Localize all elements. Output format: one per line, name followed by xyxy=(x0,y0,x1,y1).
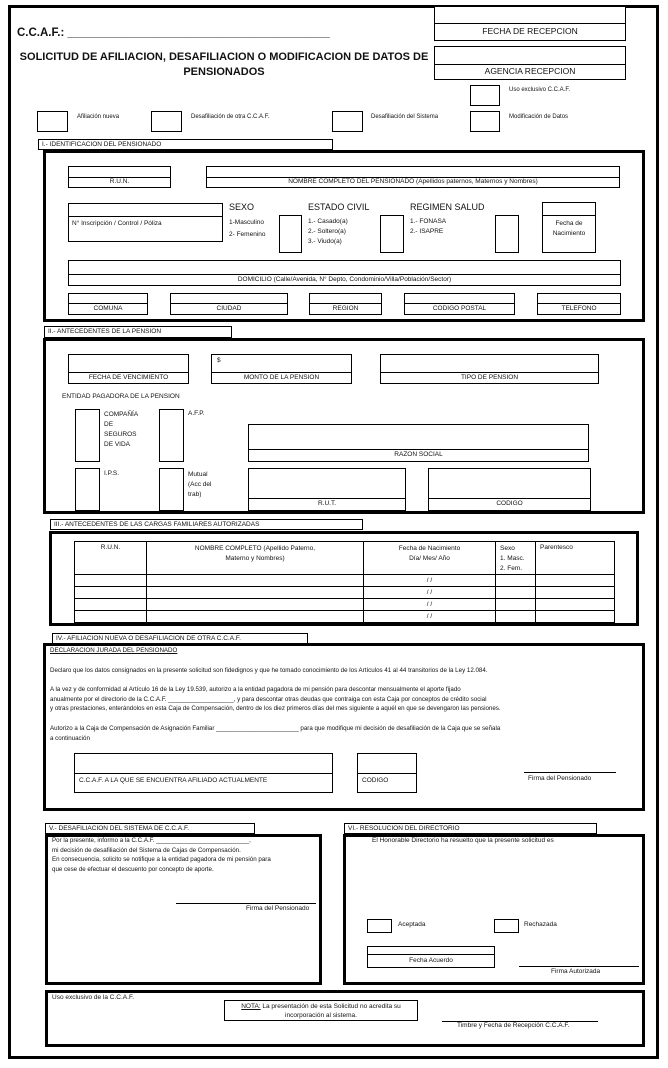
comuna-field[interactable]: COMUNA xyxy=(68,293,148,315)
cell-run[interactable] xyxy=(75,599,147,611)
table-row xyxy=(75,575,615,587)
timbre-label: Timbre y Fecha de Recepción C.C.A.F. xyxy=(457,1022,570,1029)
cell-parentesco[interactable] xyxy=(536,575,615,587)
codigo-postal-field[interactable]: CODIGO POSTAL xyxy=(404,293,515,315)
table-row xyxy=(75,611,615,623)
ips-checkbox[interactable] xyxy=(75,468,100,511)
codigo-entidad-field[interactable]: CODIGO xyxy=(428,468,591,511)
afiliacion-nueva-label: Afiliación nueva xyxy=(77,114,120,120)
afp-checkbox[interactable] xyxy=(159,409,184,462)
nota-box: NOTA: La presentación de esta Solicitud no acredita su incorporación al sistema. xyxy=(224,1000,418,1021)
fecha-recepcion-field[interactable] xyxy=(434,6,626,41)
afp-label: A.F.P. xyxy=(188,410,205,417)
ccaf-actual-field[interactable]: C.C.A.F. A LA QUE SE ENCUENTRA AFILIADO ACTUALMENTE xyxy=(74,753,333,793)
cell-nombre[interactable] xyxy=(147,587,364,599)
cell-parentesco[interactable] xyxy=(536,587,615,599)
agencia-recepcion-label: AGENCIA RECEPCION xyxy=(484,66,576,76)
estado-civil-input[interactable] xyxy=(380,215,404,253)
section-2-title: II.- ANTECEDENTES DE LA PENSION xyxy=(44,326,232,338)
tipo-pension-field[interactable]: TIPO DE PENSION xyxy=(380,354,599,384)
cell-run[interactable] xyxy=(75,575,147,587)
declaracion-jurada-heading: DECLARACION JURADA DEL PENSIONADO xyxy=(50,647,178,654)
cell-sexo[interactable] xyxy=(496,575,536,587)
razon-social-field[interactable]: RAZON SOCIAL xyxy=(248,424,589,462)
ips-label: I.P.S. xyxy=(104,470,120,477)
form-title: SOLICITUD DE AFILIACION, DESAFILIACION O MODIFICACION DE DATOS DE PENSIONADOS xyxy=(19,51,429,78)
entidad-pagadora-title: ENTIDAD PAGADORA DE LA PENSION xyxy=(62,393,180,400)
resolucion-text: El Honorable Directorio ha resuelto que la presente solicitud es xyxy=(372,837,554,844)
firma-pensionado-label-5: Firma del Pensionado xyxy=(246,905,310,912)
regimen-salud-options: 1.- FONASA 2.- ISAPRE xyxy=(410,218,447,235)
afiliacion-nueva-checkbox[interactable] xyxy=(37,111,68,132)
fecha-acuerdo-field[interactable]: Fecha Acuerdo xyxy=(367,946,495,968)
firma-pensionado-line-5[interactable] xyxy=(176,903,316,904)
rut-entidad-field[interactable]: R.U.T. xyxy=(248,468,406,511)
section-4-title: IV.- AFILIACION NUEVA O DESAFILIACION DE OTRA C.C.A.F. xyxy=(52,633,308,644)
cell-sexo[interactable] xyxy=(496,611,536,623)
mutual-checkbox[interactable] xyxy=(159,468,184,511)
col-run: R.U.N. xyxy=(75,542,147,575)
cell-fecha[interactable]: / / xyxy=(364,587,496,599)
cell-run[interactable] xyxy=(75,611,147,623)
desafiliacion-otra-ccaf-checkbox[interactable] xyxy=(151,111,182,132)
uso-exclusivo-checkbox[interactable] xyxy=(470,85,500,106)
aceptada-label: Aceptada xyxy=(398,921,426,928)
inscripcion-field[interactable]: N° Inscripción / Control / Póliza xyxy=(68,203,223,242)
ccaf-label: C.C.A.F.: _________________________________________ xyxy=(17,27,330,39)
nombre-completo-field[interactable]: NOMBRE COMPLETO DEL PENSIONADO (Apellidos paternos, Maternos y Nombres) xyxy=(206,166,620,188)
col-nombre: NOMBRE COMPLETO (Apellido Paterno, Materno y Nombres) xyxy=(147,542,364,575)
cell-nombre[interactable] xyxy=(147,575,364,587)
cell-fecha[interactable]: / / xyxy=(364,611,496,623)
mutual-label: Mutual (Acc del trab) xyxy=(188,471,212,498)
cell-fecha[interactable]: / / xyxy=(364,575,496,587)
desafiliacion-sistema-label: Desafiliación del Sistema xyxy=(371,114,439,120)
cell-nombre[interactable] xyxy=(147,599,364,611)
fecha-vencimiento-field[interactable]: FECHA DE VENCIMIENTO xyxy=(68,354,189,384)
firma-pensionado-line-4[interactable] xyxy=(524,772,616,773)
declaracion-paragraph-1: Declaro que los datos consignados en la presente solicitud son fidedignos y que he tomado conocimiento de los Artículos 41 al 44 transitorios de la Ley 12.084. xyxy=(50,667,488,674)
col-fecha-nacimiento: Fecha de Nacimiento Día/ Mes/ Año xyxy=(364,542,496,575)
codigo-ccaf-actual-field[interactable]: CODIGO xyxy=(357,753,417,793)
cell-sexo[interactable] xyxy=(496,587,536,599)
sexo-options: 1-Masculino 2- Femenino xyxy=(229,219,266,238)
desafiliacion-text: Por la presente, informo a la C.C.A.F. ___________________________, mi decisión de desafiliación del Sistema de Cajas de Compensación. En consecuencia, solicito se notifique a la entidad pagadora de mi pensión para que cese de efectuar el descuento por concepto de aporte. xyxy=(52,837,271,873)
desafiliacion-sistema-checkbox[interactable] xyxy=(332,111,363,132)
declaracion-paragraph-2: A la vez y de conformidad al Artículo 16 de la Ley 19.539, autorizo a la entidad pagadora de mi pensión para descontar mensualmente el aporte fijado anualmente por el directorio de la C.C.A.F. ___________________, y para descontar otras deudas que contraiga con esta Caja por conceptos de crédito social y otras prestaciones, enterándolos en esta Caja de Compensación, dentro de los diez primeros días del mes siguiente a aquél en que se devengaron las pensiones. xyxy=(50,686,501,713)
uso-exclusivo-label: Uso exclusivo C.C.A.F. xyxy=(509,87,571,93)
telefono-field[interactable]: TELEFONO xyxy=(537,293,621,315)
cargas-table xyxy=(74,541,615,623)
section-5-title: V.- DESAFILIACION DEL SISTEMA DE C.C.A.F. xyxy=(45,823,255,834)
regimen-salud-title: REGIMEN SALUD xyxy=(410,202,485,212)
modificacion-datos-label: Modificación de Datos xyxy=(509,114,569,120)
compania-seguros-label: COMPAÑÍA DE SEGUROS DE VIDA xyxy=(104,411,139,448)
table-row xyxy=(75,599,615,611)
monto-pension-field[interactable]: $ MONTO DE LA PENSION xyxy=(211,354,352,384)
cell-parentesco[interactable] xyxy=(536,611,615,623)
compania-seguros-checkbox[interactable] xyxy=(75,409,100,462)
sexo-input[interactable] xyxy=(279,215,302,253)
col-parentesco: Parentesco xyxy=(536,542,615,575)
run-field[interactable]: R.U.N. xyxy=(68,166,171,188)
section-1-title: I.- IDENTIFICACION DEL PENSIONADO xyxy=(38,139,333,150)
cell-nombre[interactable] xyxy=(147,611,364,623)
rechazada-label: Rechazada xyxy=(524,921,557,928)
cell-sexo[interactable] xyxy=(496,599,536,611)
cell-fecha[interactable]: / / xyxy=(364,599,496,611)
estado-civil-options: 1.- Casado(a) 2.- Soltero(a) 3.- Viudo(a) xyxy=(308,218,348,245)
rechazada-checkbox[interactable] xyxy=(494,919,519,933)
fecha-nacimiento-field[interactable]: Fecha de Nacimiento xyxy=(542,202,596,253)
firma-autorizada-line[interactable] xyxy=(519,966,639,967)
estado-civil-title: ESTADO CIVIL xyxy=(308,202,370,212)
footer-uso-exclusivo: Uso exclusivo de la C.C.A.F. xyxy=(52,994,135,1001)
fecha-recepcion-label: FECHA DE RECEPCION xyxy=(482,26,578,36)
region-field[interactable]: REGION xyxy=(309,293,382,315)
agencia-recepcion-field[interactable] xyxy=(434,46,626,80)
section-6-title: VI.- RESOLUCION DEL DIRECTORIO xyxy=(344,823,597,834)
col-sexo: Sexo 1. Masc. 2. Fem. xyxy=(496,542,536,575)
sexo-title: SEXO xyxy=(229,202,255,212)
regimen-salud-input[interactable] xyxy=(495,215,519,253)
domicilio-field[interactable]: DOMICILIO (Calle/Avenida, N° Depto, Condominio/Villa/Población/Sector) xyxy=(68,260,621,286)
table-header-row xyxy=(75,542,615,575)
desafiliacion-otra-ccaf-label: Desafiliación de otra C.C.A.F. xyxy=(191,114,270,120)
ciudad-field[interactable]: CIUDAD xyxy=(170,293,288,315)
table-row xyxy=(75,587,615,599)
modificacion-datos-checkbox[interactable] xyxy=(470,111,500,132)
cell-parentesco[interactable] xyxy=(536,599,615,611)
aceptada-checkbox[interactable] xyxy=(367,919,392,933)
firma-autorizada-label: Firma Autorizada xyxy=(551,968,601,975)
section-3-title: III.- ANTECEDENTES DE LAS CARGAS FAMILIARES AUTORIZADAS xyxy=(50,519,363,530)
cell-run[interactable] xyxy=(75,587,147,599)
declaracion-paragraph-3: Autorizo a la Caja de Compensación de Asignación Familiar ________________________ para que modifique mi decisión de desafiliación de la Caja que se señala a continuación xyxy=(50,725,501,742)
firma-pensionado-label-4: Firma del Pensionado xyxy=(528,775,592,782)
